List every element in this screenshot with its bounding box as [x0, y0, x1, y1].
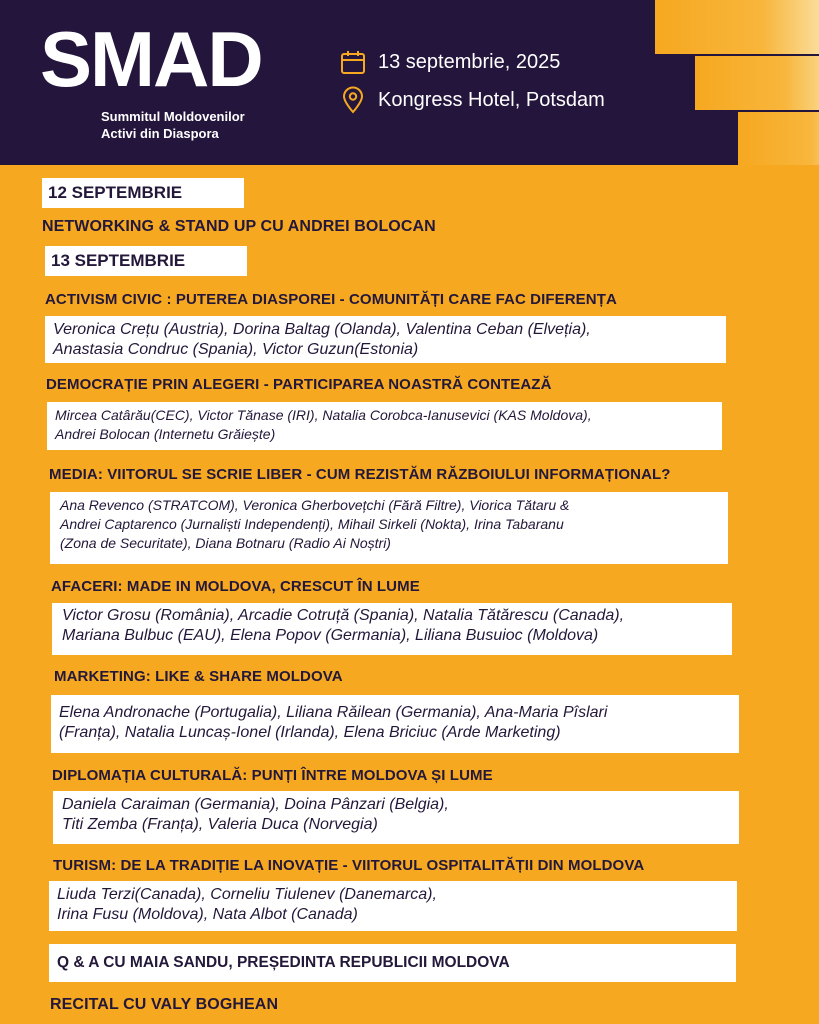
- qa-session-box: Q & A CU MAIA SANDU, PREȘEDINTA REPUBLICII MOLDOVA: [49, 944, 736, 982]
- speakers-line: Victor Grosu (România), Arcadie Cotruță (Spania), Natalia Tătărescu (Canada),: [62, 607, 625, 624]
- header-banner: [0, 0, 819, 165]
- event-date-text: 13 septembrie, 2025: [378, 50, 561, 73]
- speakers-box: [45, 316, 726, 363]
- event-location-text: Kongress Hotel, Potsdam: [378, 88, 605, 111]
- speakers-line: Ana Revenco (STRATCOM), Veronica Gherbovețchi (Fără Filtre), Viorica Tătaru &: [60, 497, 570, 513]
- session-title: DIPLOMAȚIA CULTURALĂ: PUNȚI ÎNTRE MOLDOVA ȘI LUME: [52, 767, 493, 784]
- speakers-box: [49, 881, 737, 931]
- day-label-12: 12 SEPTEMBRIE: [42, 178, 244, 208]
- decorative-stripe: [655, 0, 819, 54]
- speakers-line: Irina Fusu (Moldova), Nata Albot (Canada): [57, 906, 358, 923]
- session-title: MARKETING: LIKE & SHARE MOLDOVA: [54, 668, 343, 685]
- event-date: [340, 49, 560, 75]
- speakers-line: Daniela Caraiman (Germania), Doina Pânzari (Belgia),: [62, 796, 449, 813]
- speakers-line: Andrei Bolocan (Internetu Grăiește): [55, 426, 276, 442]
- speakers-line: Andrei Captarenco (Jurnaliști Independenți), Mihail Sirkeli (Nokta), Irina Tabaranu: [60, 516, 564, 532]
- speakers-line: Mariana Bulbuc (EAU), Elena Popov (Germania), Liliana Busuioc (Moldova): [62, 627, 599, 644]
- decorative-stripe: [695, 56, 819, 110]
- session-title: MEDIA: VIITORUL SE SCRIE LIBER - CUM REZISTĂM RĂZBOIULUI INFORMAȚIONAL?: [49, 466, 671, 483]
- session-title: AFACERI: MADE IN MOLDOVA, CRESCUT ÎN LUME: [51, 578, 420, 595]
- speakers-line: Titi Zemba (Franța), Valeria Duca (Norvegia): [62, 816, 378, 833]
- speakers-box: [47, 402, 722, 450]
- recital-title: RECITAL CU VALY BOGHEAN: [50, 996, 279, 1013]
- session-title: DEMOCRAȚIE PRIN ALEGERI - PARTICIPAREA NOASTRĂ CONTEAZĂ: [46, 376, 552, 393]
- calendar-icon: [340, 49, 366, 75]
- speakers-line: Liuda Terzi(Canada), Corneliu Tiulenev (Danemarca),: [57, 886, 437, 903]
- speakers-box: [50, 492, 728, 564]
- speakers-line: (Franța), Natalia Luncaș-Ionel (Irlanda), Elena Briciuc (Arde Marketing): [59, 724, 561, 741]
- speakers-line: Veronica Crețu (Austria), Dorina Baltag (Olanda), Valentina Ceban (Elveția),: [53, 321, 591, 338]
- speakers-box: [52, 603, 732, 655]
- logo-subtitle: [101, 108, 245, 142]
- decorative-stripe: [738, 112, 819, 165]
- location-pin-icon: [340, 86, 366, 114]
- session-title: ACTIVISM CIVIC : PUTEREA DIASPOREI - COMUNITĂȚI CARE FAC DIFERENȚA: [45, 291, 617, 308]
- speakers-line: (Zona de Securitate), Diana Botnaru (Radio Ai Noștri): [60, 535, 391, 551]
- session-title: NETWORKING & STAND UP CU ANDREI BOLOCAN: [42, 218, 436, 235]
- speakers-box: [53, 791, 739, 844]
- speakers-line: Mircea Catârău(CEC), Victor Tănase (IRI), Natalia Corobca-Ianusevici (KAS Moldova),: [55, 407, 592, 423]
- event-location: [340, 86, 605, 114]
- logo-subtitle-line2: Activi din Diaspora: [101, 126, 219, 141]
- speakers-line: Elena Andronache (Portugalia), Liliana Răilean (Germania), Ana-Maria Pîslari: [59, 704, 608, 721]
- session-title: TURISM: DE LA TRADIȚIE LA INOVAȚIE - VIITORUL OSPITALITĂȚII DIN MOLDOVA: [53, 857, 645, 874]
- logo: SMAD: [40, 15, 262, 103]
- speakers-line: Anastasia Condruc (Spania), Victor Guzun(Estonia): [53, 341, 419, 358]
- speakers-box: [51, 695, 739, 753]
- day-label-13: 13 SEPTEMBRIE: [45, 246, 247, 276]
- logo-subtitle-line1: Summitul Moldovenilor: [101, 109, 245, 124]
